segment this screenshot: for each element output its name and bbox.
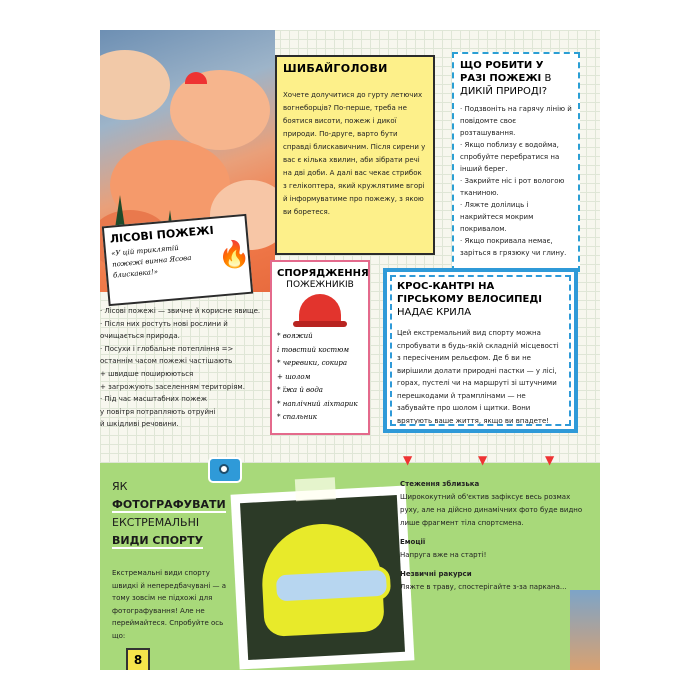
goggles-illustration xyxy=(272,565,392,605)
mountain-bike-title: КРОС-КАНТРІ НА ГІРСЬКОМУ ВЕЛОСИПЕДІ НАДАЄ КРИЛА xyxy=(397,281,542,318)
list-item: · Подзвоніть на гарячу лінію й повідомте своє розташування. xyxy=(460,105,572,137)
photo-section-intro: Екстремальні види спорту швидкі й непередбачувані — а тому зовсім не підхожі для фотографування! Але не переймайтеся. Спробуйте ось що: xyxy=(112,569,227,640)
fire-safety-title: ЩО РОБИТИ У РАЗІ ПОЖЕЖІ В ДИКІЙ ПРИРОДІ? xyxy=(460,60,552,97)
tip-item: Незвичні ракурси Ляжте в траву, спостерігайте з-за паркана... xyxy=(400,570,567,591)
firefighter-gear-box xyxy=(270,260,370,435)
fire-safety-box xyxy=(452,52,580,272)
pin-icon: ▼ xyxy=(478,453,488,467)
smokejumpers-title: ШИБАЙГОЛОВИ xyxy=(283,62,388,75)
title-line: ЯК xyxy=(112,480,128,493)
tip-item: Стеження зблизька Ширококутний об'єктив зафіксує весь розмах руху, але на дійсно динамічних фото буде видно лише фрагмент тіла спортсмена. xyxy=(400,480,583,527)
tape xyxy=(295,477,336,501)
mountain-bike-text: Цей екстремальний вид спорту можна спробувати в будь-якій складній місцевості з пересіченим рельєфом. Де б ви не вирішили долати природні пастки — у лісі, горах, пустелі чи на маршруті зі штучними перешкодами й трамплінами — не забувайте про шолом і щитки. Вони врятують ваше життя, якщо ви впадете! xyxy=(397,329,559,425)
gear-subtitle: ПОЖЕЖНИКІВ xyxy=(286,280,354,290)
photo-section-title xyxy=(112,478,227,550)
forest-fires-facts xyxy=(100,305,265,431)
list-item: останнім часом пожежі частішають xyxy=(100,357,233,366)
forest-fires-title: ЛІСОВІ ПОЖЕЖІ xyxy=(109,223,215,246)
list-item: · Після них ростуть нові рослини й очищається природа. xyxy=(100,319,228,341)
pin-icon: ▼ xyxy=(545,453,555,467)
list-item: · Закрийте ніс і рот вологою тканиною. xyxy=(460,177,565,197)
photo-tips xyxy=(400,478,590,600)
title-line: ФОТОГРАФУВАТИ xyxy=(112,498,226,511)
list-item: + шолом xyxy=(277,372,311,381)
list-item: · Якщо покривала немає, заріться в грязюку чи глину. xyxy=(460,237,567,257)
gear-title: СПОРЯДЖЕННЯ xyxy=(277,268,369,279)
title-line: ВИДИ СПОРТУ xyxy=(112,534,204,547)
list-item: · Ляжте долілиць і накрийтеся мокрим покривалом. xyxy=(460,201,534,233)
forest-fires-quote: «У цій триклятій пожежі винна Ясова блискавка!» xyxy=(110,243,192,280)
list-item: і товстий костюм xyxy=(277,345,350,354)
smokejumpers-box xyxy=(275,55,435,255)
gear-list xyxy=(277,330,363,425)
tip-item: Емоції Напруга вже на старті! xyxy=(400,538,487,559)
list-item: й шкідливі речовини. xyxy=(100,420,179,429)
book-page xyxy=(100,30,600,670)
mountain-bike-box xyxy=(383,268,578,433)
pin-icon: ▼ xyxy=(403,453,413,467)
smokejumpers-text: Хочете долучитися до гурту летючих вогнеборців? По-перше, треба не боятися висоти, пожеж і дикої природи. По-друге, варто бути справді блискавичним. Після сирени у вас є кілька хвилин, аби зібрати речі на дві доби. А далі вас чекає стрибок з гелікоптера, який кружлятиме вгорі й інформуватиме про пожежу, з якою ви боретеся. xyxy=(283,91,426,216)
list-item: * вояжий xyxy=(277,332,313,340)
list-item: · Під час масштабних пожеж xyxy=(100,395,208,404)
page-number: 8 xyxy=(126,648,150,670)
flame-icon: 🔥 xyxy=(218,240,251,270)
list-item: * їжа й вода xyxy=(277,386,323,394)
list-item: · Лісові пожежі — звичне й корисне явище. xyxy=(100,307,261,315)
fire-safety-list xyxy=(460,103,572,259)
list-item: + швидше поширюються xyxy=(100,369,194,378)
list-item: · Якщо поблизу є водойма, спробуйте перебратися на інший берег. xyxy=(460,141,560,173)
title-line: ЕКСТРЕМАЛЬНІ xyxy=(112,516,200,529)
list-item: + загрожують заселенням територіям. xyxy=(100,382,245,391)
fire-helmet-icon xyxy=(299,294,341,324)
list-item: * спальник xyxy=(277,413,317,421)
next-page-edge xyxy=(570,590,600,670)
rider-photo xyxy=(231,486,415,670)
list-item: · Посухи і глобальне потепління => xyxy=(100,344,234,353)
list-item: * наплічний ліхтарик xyxy=(277,399,358,408)
list-item: * черевики, сокира xyxy=(277,359,348,367)
list-item: у повітря потрапляють отруйні xyxy=(100,407,216,416)
